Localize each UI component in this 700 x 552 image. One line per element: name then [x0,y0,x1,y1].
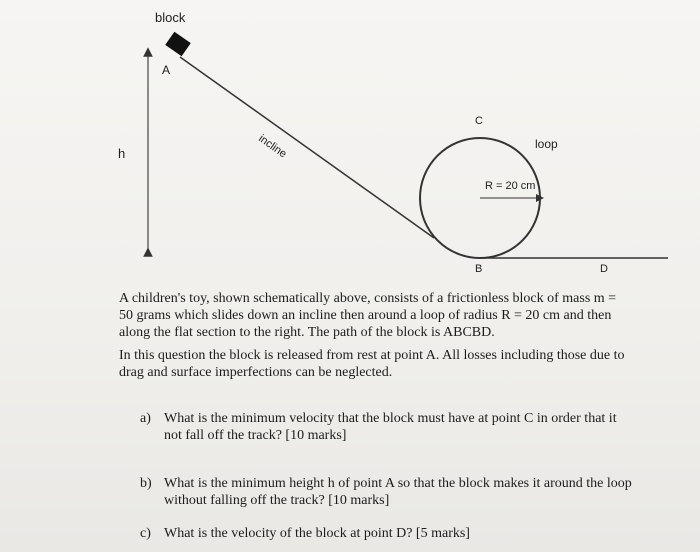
question-b-line: without falling off the track? [10 marks] [164,493,390,508]
question-a-letter: a) [140,411,151,426]
question-c-line: What is the velocity of the block at point D? [5 marks] [164,526,470,541]
point-c-label: C [475,115,483,127]
incline-label: incline [256,132,289,161]
loop-label: loop [535,137,558,151]
block-label: block [155,10,186,25]
question-b-line: What is the minimum height h of point A so that the block makes it around the loop [164,476,632,491]
description-line: along the flat section to the right. The path of the block is ABCBD. [119,325,495,340]
incline-line [180,57,434,238]
conditions-line: drag and surface imperfections can be neglected. [119,365,393,380]
point-a-label: A [162,63,171,77]
problem-description [119,290,659,341]
question-a-line: What is the minimum velocity that the block must have at point C in order that it [164,411,617,426]
problem-conditions [119,347,664,381]
height-label: h [118,146,126,161]
point-d-label: D [600,263,608,275]
question-a-line: not fall off the track? [10 marks] [164,428,347,443]
block-shape [165,32,191,57]
question-b-letter: b) [140,476,152,491]
description-line: A children's toy, shown schematically above, consists of a frictionless block of mass m = [119,291,617,306]
description-line: 50 grams which slides down an incline then around a loop of radius R = 20 cm and then [119,308,612,323]
question-c-letter: c) [140,526,151,541]
point-b-label: B [475,263,483,275]
radius-label: R = 20 cm [485,180,536,192]
conditions-line: In this question the block is released from rest at point A. All losses including those due to [119,348,625,363]
